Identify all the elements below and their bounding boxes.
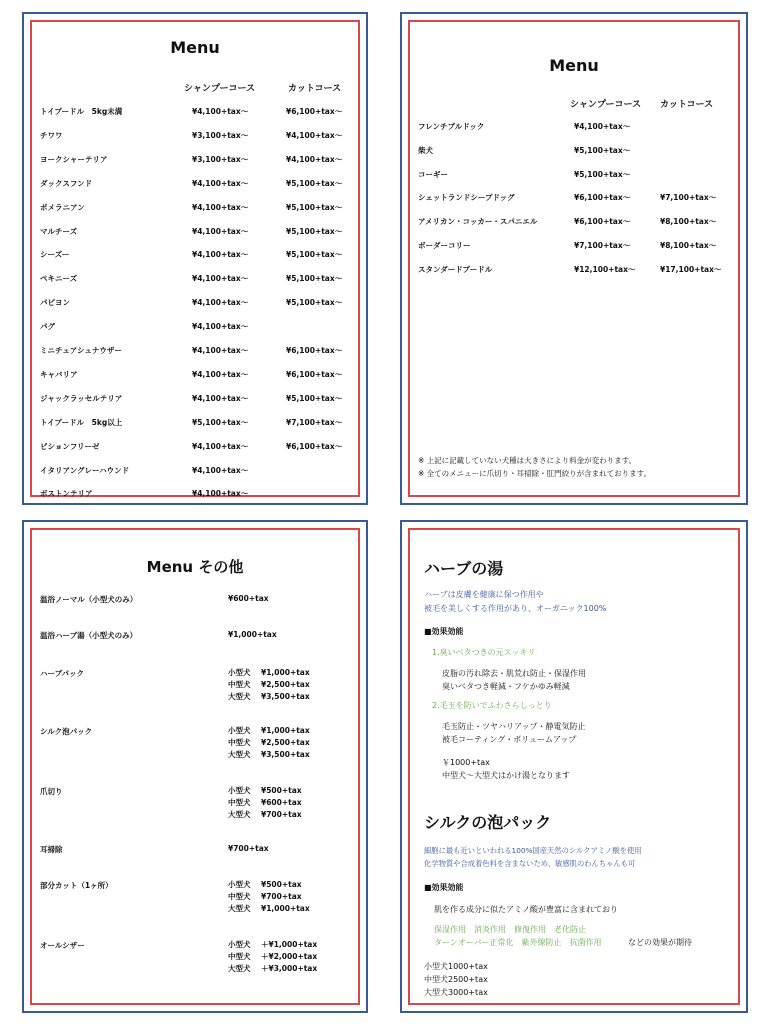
price-line: [228, 679, 310, 691]
breed-name: スタンダードプードル: [418, 264, 493, 274]
silk-price-small: 小型犬1000+tax: [424, 962, 488, 971]
service-price: ¥700+tax: [261, 892, 302, 901]
shampoo-price: ¥4,100+tax～: [192, 274, 249, 284]
herb-price: ￥1000+tax: [442, 758, 490, 767]
service-price: ＋¥1,000+tax: [261, 940, 318, 949]
cut-price: ¥5,100+tax～: [286, 178, 343, 188]
breed-name: パピヨン: [40, 298, 70, 308]
breed-name: ポメラニアン: [40, 202, 85, 212]
price-line: [228, 963, 317, 975]
shampoo-price: ¥4,100+tax～: [192, 322, 249, 332]
service-name: オールシザー: [40, 941, 85, 950]
silk-intro-line1: 細胞に最も近いといわれる100%国産天然のシルクアミノ酸を使用: [424, 846, 642, 855]
breed-name: ミニチュアシュナウザー: [40, 346, 122, 355]
service-prices: [228, 879, 310, 915]
shampoo-course-header: シャンプーコース: [570, 100, 642, 110]
breed-name: キャバリア: [40, 369, 78, 379]
service-prices: [228, 939, 317, 975]
menu-title: Menu: [549, 56, 599, 75]
service-price: ＋¥3,000+tax: [261, 964, 318, 973]
breed-name: ボストンテリア: [40, 489, 93, 499]
breed-name: マルチーズ: [40, 226, 78, 236]
cut-price: ¥5,100+tax～: [286, 274, 343, 284]
service-name: 温浴ハーブ湯（小型犬のみ）: [40, 631, 138, 640]
cut-price: ¥5,100+tax～: [286, 250, 343, 260]
shampoo-price: ¥4,100+tax～: [192, 369, 249, 379]
cut-course-header: カットコース: [660, 100, 714, 110]
service-price: ¥3,500+tax: [261, 692, 310, 701]
dog-size-label: 中型犬: [228, 892, 251, 901]
dog-size-label: 小型犬: [228, 940, 251, 949]
shampoo-price: ¥4,100+tax～: [192, 465, 249, 475]
menu-card-inner-border: [408, 20, 740, 497]
service-price: ¥1,000+tax: [261, 904, 310, 913]
price-line: [228, 939, 317, 951]
breed-name: シェットランドシープドッグ: [418, 193, 515, 203]
shampoo-price: ¥4,100+tax～: [192, 393, 249, 403]
price-line: [228, 691, 310, 703]
service-prices: [228, 725, 310, 761]
herb-intro-line2: 被毛を美しくする作用があり、オーガニック100%: [424, 604, 607, 613]
shampoo-price: ¥4,100+tax～: [192, 107, 249, 116]
price-line: [228, 891, 310, 903]
dog-size-label: 中型犬: [228, 738, 251, 747]
dog-size-label: 中型犬: [228, 952, 251, 961]
cut-price: ¥6,100+tax～: [286, 441, 343, 451]
price-row: [32, 130, 358, 144]
price-row: [410, 121, 738, 135]
service-price: ¥600+tax: [261, 798, 302, 807]
price-row: [32, 393, 358, 407]
silk-effects-line1: 保湿作用 消炎作用 修復作用 老化防止: [434, 925, 586, 934]
shampoo-price: ¥4,100+tax～: [192, 489, 249, 499]
shampoo-course-header: シャンプーコース: [184, 84, 256, 94]
price-row: [410, 145, 738, 159]
price-row: [32, 345, 358, 359]
shampoo-price: ¥12,100+tax～: [574, 264, 636, 274]
menu-card-large-breeds: [400, 12, 748, 505]
shampoo-price: ¥6,100+tax～: [574, 217, 631, 227]
cut-course-header: カットコース: [288, 84, 342, 94]
price-row: [32, 321, 358, 335]
breed-name: ビションフリーゼ: [40, 441, 100, 451]
price-line: [228, 797, 302, 809]
cut-price: ¥8,100+tax～: [660, 241, 717, 250]
breed-name: コーギー: [418, 169, 448, 179]
price-line: [228, 843, 269, 855]
breed-name: ジャックラッセルテリア: [40, 393, 123, 403]
included-services-note: ※ 全てのメニューに爪切り・耳掃除・肛門絞りが含まれております。: [418, 469, 652, 478]
breed-name: トイプードル 5kg未満: [40, 107, 123, 116]
service-name: 温浴ノーマル（小型犬のみ）: [40, 595, 138, 604]
silk-price-large: 大型犬3000+tax: [424, 988, 488, 997]
breed-name: チワワ: [40, 130, 63, 140]
price-row: [32, 106, 358, 120]
cut-price: ¥5,100+tax～: [286, 226, 343, 236]
price-row: [32, 369, 358, 383]
breed-name: パグ: [40, 322, 55, 332]
herb-point1-line1: 皮脂の汚れ除去・肌荒れ防止・保湿作用: [442, 669, 586, 678]
price-line: [228, 903, 310, 915]
price-line: [228, 951, 317, 963]
service-price: ¥3,500+tax: [261, 750, 310, 759]
cut-price: ¥8,100+tax～: [660, 217, 717, 227]
price-row: [32, 465, 358, 479]
price-line: [228, 809, 302, 821]
herb-point2-line2: 被毛コーティング・ボリュームアップ: [442, 735, 577, 744]
service-prices: [228, 843, 269, 855]
price-row: [32, 488, 358, 502]
shampoo-price: ¥4,100+tax～: [192, 346, 249, 355]
herb-point2: 2.毛玉を防いでふわさらしっとり: [432, 701, 552, 710]
price-row: [32, 417, 358, 431]
dog-size-label: 大型犬: [228, 964, 251, 973]
price-row: [32, 441, 358, 455]
herb-point2-line1: 毛玉防止・ツヤハリアップ・静電気防止: [442, 722, 586, 731]
herb-point1: 1.臭いベタつきの元スッキリ: [432, 648, 536, 657]
price-row: [410, 264, 738, 278]
herb-price-note: 中型犬～大型犬はかけ湯となります: [442, 771, 570, 780]
service-price: ¥1,000+tax: [261, 668, 310, 677]
menu-title: Menu: [170, 38, 220, 57]
service-price: ¥500+tax: [261, 786, 302, 795]
price-line: [228, 629, 277, 641]
breed-name: 柴犬: [418, 145, 433, 155]
silk-effect-heading: ■効果効能: [424, 883, 464, 892]
shampoo-price: ¥3,100+tax～: [192, 154, 249, 164]
service-price: ¥700+tax: [261, 810, 302, 819]
shampoo-price: ¥4,100+tax～: [192, 250, 249, 260]
breed-name: シーズー: [40, 250, 70, 260]
service-price: ¥2,500+tax: [261, 738, 310, 747]
service-price: ¥1,000+tax: [261, 726, 310, 735]
dog-size-label: 中型犬: [228, 680, 251, 689]
silk-intro-line2: 化学物質や合成着色料を含まないため、敏感肌のわんちゃんも可: [424, 859, 636, 868]
shampoo-price: ¥5,100+tax～: [574, 169, 631, 179]
service-price: ＋¥2,000+tax: [261, 952, 318, 961]
price-row: [32, 202, 358, 216]
menu-card-small-breeds: [22, 12, 368, 505]
price-line: [228, 749, 310, 761]
price-row: [410, 192, 738, 206]
service-name: 爪切り: [40, 787, 63, 796]
shampoo-price: ¥4,100+tax～: [192, 298, 249, 308]
service-prices: [228, 593, 269, 605]
cut-price: ¥5,100+tax～: [286, 202, 343, 212]
shampoo-price: ¥4,100+tax～: [192, 441, 249, 451]
service-price: ¥1,000+tax: [228, 630, 277, 639]
service-price: ¥700+tax: [228, 844, 269, 853]
service-prices: [228, 785, 302, 821]
cut-price: ¥5,100+tax～: [286, 298, 343, 308]
dog-size-label: 小型犬: [228, 786, 251, 795]
dog-size-label: 大型犬: [228, 750, 251, 759]
shampoo-price: ¥6,100+tax～: [574, 193, 631, 203]
dog-size-label: 小型犬: [228, 880, 251, 889]
cut-price: ¥6,100+tax～: [286, 369, 343, 379]
silk-foam-title: シルクの泡パック: [424, 813, 552, 832]
cut-price: ¥17,100+tax～: [660, 264, 722, 274]
breed-name: イタリアングレーハウンド: [40, 465, 130, 475]
price-line: [228, 785, 302, 797]
dog-size-label: 大型犬: [228, 904, 251, 913]
service-prices: [228, 629, 277, 641]
shampoo-price: ¥4,100+tax～: [192, 202, 249, 212]
service-name: 部分カット（1ヶ所）: [40, 881, 113, 890]
breed-name: アメリカン・コッカー・スパニエル: [418, 217, 538, 227]
menu-card-inner-border: [30, 20, 360, 497]
cut-price: ¥4,100+tax～: [286, 154, 343, 164]
herb-silk-info-card: [400, 520, 748, 1013]
price-row: [32, 273, 358, 287]
price-row: [410, 216, 738, 230]
shampoo-price: ¥5,100+tax～: [574, 145, 631, 155]
price-row: [32, 178, 358, 192]
menu-other-title: Menu その他: [146, 558, 244, 576]
price-line: [228, 667, 310, 679]
dog-size-label: 小型犬: [228, 726, 251, 735]
menu-card-other: [22, 520, 368, 1013]
dog-size-label: 中型犬: [228, 798, 251, 807]
breed-name: ヨークシャーテリア: [40, 154, 108, 164]
shampoo-price: ¥4,100+tax～: [574, 122, 631, 131]
herb-bath-title: ハーブの湯: [424, 559, 504, 578]
breed-name: フレンチブルドック: [418, 122, 485, 131]
cut-price: ¥7,100+tax～: [286, 417, 343, 427]
breed-name: ダックスフンド: [40, 178, 93, 188]
shampoo-price: ¥3,100+tax～: [192, 130, 249, 140]
service-price: ¥2,500+tax: [261, 680, 310, 689]
menu-card-inner-border: [408, 528, 740, 1005]
dog-size-label: 小型犬: [228, 668, 251, 677]
service-price: ¥500+tax: [261, 880, 302, 889]
breed-name: トイプードル 5kg以上: [40, 417, 123, 427]
shampoo-price: ¥4,100+tax～: [192, 178, 249, 188]
price-line: [228, 879, 310, 891]
price-line: [228, 725, 310, 737]
price-line: [228, 593, 269, 605]
price-row: [410, 169, 738, 183]
breed-size-note: ※ 上記に記載していない犬種は大きさにより料金が変わります。: [418, 456, 637, 465]
herb-point1-line2: 臭いベタつき軽減・フケかゆみ軽減: [442, 682, 570, 691]
service-price: ¥600+tax: [228, 594, 269, 603]
shampoo-price: ¥5,100+tax～: [192, 417, 249, 427]
cut-price: ¥4,100+tax～: [286, 130, 343, 140]
service-name: 耳掃除: [40, 845, 63, 854]
price-row: [410, 240, 738, 254]
price-row: [32, 226, 358, 240]
silk-effects-tail: などの効果が期待: [628, 938, 692, 947]
service-name: シルク泡パック: [40, 727, 93, 736]
price-line: [228, 737, 310, 749]
herb-effect-heading: ■効果効能: [424, 627, 464, 636]
breed-name: ボーダーコリー: [418, 241, 471, 250]
shampoo-price: ¥7,100+tax～: [574, 241, 631, 250]
silk-effects-line2: ターンオーバー正常化 紫外線防止 抗菌作用: [434, 938, 602, 947]
silk-price-medium: 中型犬2500+tax: [424, 975, 488, 984]
cut-price: ¥5,100+tax～: [286, 393, 343, 403]
shampoo-price: ¥4,100+tax～: [192, 226, 249, 236]
cut-price: ¥6,100+tax～: [286, 107, 343, 116]
menu-card-inner-border: [30, 528, 360, 1005]
dog-size-label: 大型犬: [228, 692, 251, 701]
breed-name: ペキニーズ: [40, 274, 78, 284]
service-name: ハーブパック: [40, 669, 85, 678]
cut-price: ¥6,100+tax～: [286, 346, 343, 355]
cut-price: ¥7,100+tax～: [660, 193, 717, 203]
price-row: [32, 154, 358, 168]
silk-line1: 肌を作る成分に似たアミノ酸が豊富に含まれており: [434, 905, 618, 914]
price-row: [32, 297, 358, 311]
dog-size-label: 大型犬: [228, 810, 251, 819]
service-prices: [228, 667, 310, 703]
herb-intro-line1: ハーブは皮膚を健康に保つ作用や: [424, 590, 544, 599]
price-row: [32, 249, 358, 263]
